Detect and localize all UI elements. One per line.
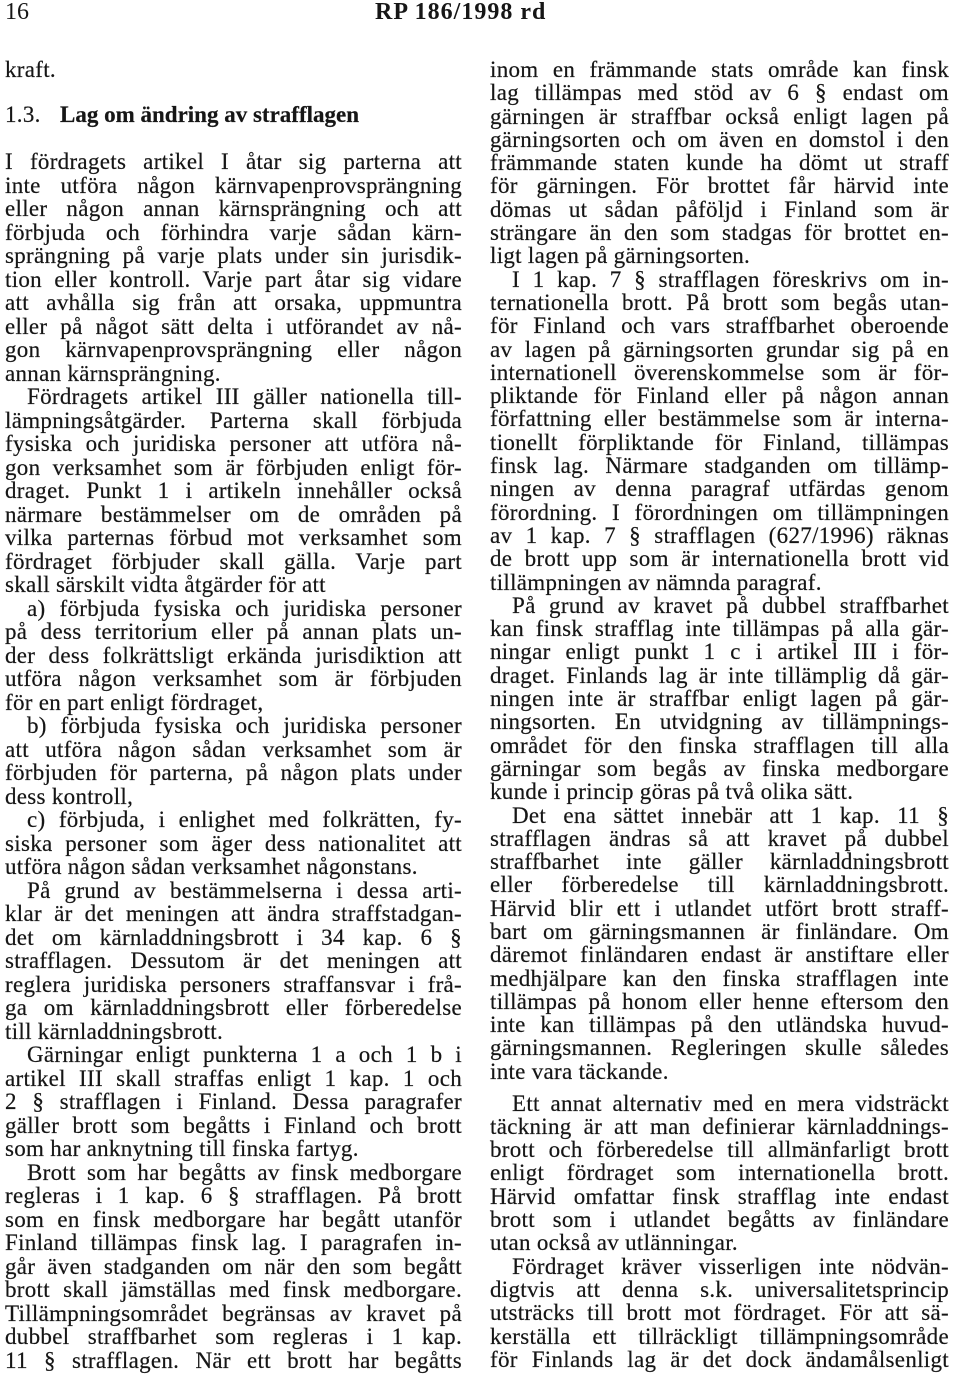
text-line: sprängning på varje plats under sin jurisdik-: [5, 243, 462, 268]
text-line: som en finsk medborgare har begått utanför: [5, 1206, 462, 1232]
text-line: 11 § strafflagen. När ett brott har begåtts: [5, 1347, 462, 1373]
text-line: skall särskilt vidta åtgärder för att: [5, 572, 326, 597]
text-line: brott som i utlandet begåtts av finländare: [490, 1207, 949, 1233]
text-line: ligt lagen på gärningsorten.: [490, 243, 751, 269]
paragraph: [490, 268, 949, 594]
paragraph: [490, 1255, 949, 1371]
text-line: pliktande för Finland eller på någon annan: [490, 383, 949, 409]
text-line: Fördraget kräver visserligen inte nödvän-: [512, 1253, 949, 1279]
text-line: straffbarhet inte gäller kärnladdningsbrott: [490, 849, 949, 875]
text-line: tillämpas på honom eller henne eftersom den: [490, 988, 949, 1014]
text-line: fysiska och juridiska personer att utföra nå-: [5, 431, 462, 456]
text-line: brott och förberedelse till allmänfarligt brott: [490, 1137, 949, 1163]
text-line: På grund av bestämmelserna i dessa arti-: [27, 877, 462, 903]
paragraph: [5, 808, 462, 879]
text-line: strafflagen ändras så att kravet på dubbel: [490, 825, 949, 851]
text-line: det om kärnladdningsbrott i 34 kap. 6 §: [5, 924, 462, 950]
text-line: reglera juridiska personers straffansvar i frå-: [5, 971, 462, 997]
text-line: förordning. I förordningen om tillämpningen: [490, 499, 949, 525]
text-line: ningen av denna paragraf utfärdas genom: [490, 476, 949, 502]
text-line: lag tillämpas med stöd av 6 § endast om: [490, 80, 949, 106]
text-line: utsträcks till brott mot fördraget. För att sä-: [490, 1300, 949, 1326]
section-number: 1.3.: [5, 102, 41, 127]
text-line: annan kärnsprängning.: [5, 360, 221, 386]
text-line: gärningsorten och om även en domstol i den: [490, 126, 949, 152]
text-line: internationell överenskommelse som är för-: [490, 359, 949, 385]
text-line: finsk lag. Närmare stadganden om tillämp-: [490, 453, 949, 479]
text-line: förbjuden för parterna, på någon plats under: [5, 760, 462, 785]
text-line: lämpningsåtgärder. Parterna skall förbjuda: [5, 407, 462, 433]
text-line: tillämpningen av nämnda paragraf.: [490, 569, 822, 595]
paragraph: [490, 594, 949, 804]
text-line: kan finsk strafflag inte tillämpas på alla gär-: [490, 616, 949, 642]
text-line: c) förbjuda, i enlighet med folkrätten, fy-: [27, 807, 462, 832]
page-number: 16: [5, 0, 29, 25]
text-line: tionellt förpliktande för Finland, tillämpas: [490, 429, 949, 455]
paragraph: [5, 58, 462, 82]
text-line: Finland tillämpas finsk lag. I paragrafen in-: [5, 1230, 462, 1255]
paragraph: [5, 879, 462, 1044]
text-line: utan också av utlänningar.: [490, 1230, 738, 1256]
text-line: 2 § strafflagen i Finland. Dessa paragrafer: [5, 1089, 462, 1114]
text-line: för gärningen. För brottet får härvid inte: [490, 173, 949, 199]
text-line: går även stadganden om när den som begått: [5, 1253, 462, 1279]
text-line: Brott som har begåtts av finsk medborgare: [27, 1159, 462, 1185]
text-line: inte kan tillämpas på den utländska huvud-: [490, 1012, 949, 1038]
text-line: Fördragets artikel III gäller nationella till-: [27, 384, 462, 409]
text-line: eller förberedelse till kärnladdningsbrott.: [490, 872, 949, 898]
text-line: I fördragets artikel I åtar sig parterna att: [5, 149, 462, 174]
text-line: a) förbjuda fysiska och juridiska personer: [27, 595, 462, 621]
document-id: RP 186/1998 rd: [375, 0, 547, 25]
text-line: utföra någon verksamhet som är förbjuden: [5, 666, 462, 691]
text-line: för Finland och vars straffbarhet oberoende: [490, 313, 949, 339]
text-line: draget. Punkt 1 i artikeln innehåller också: [5, 478, 462, 503]
text-line: artikel III skall straffas enligt 1 kap. 1 och: [5, 1065, 462, 1091]
text-line: dubbel straffbarhet som regleras i 1 kap.: [5, 1324, 462, 1349]
text-line: siska personer som äger dess nationalitet att: [5, 830, 462, 856]
text-line: Härvid blir ett i utlandet utfört brott straff-: [490, 895, 949, 921]
text-line: som har anknytning till finska fartyg.: [5, 1136, 359, 1161]
paragraph: [5, 1043, 462, 1161]
text-line: däremot finländaren endast är anstiftare eller: [490, 942, 949, 968]
text-line: till kärnladdningsbrott.: [5, 1018, 224, 1044]
text-line: kraft.: [5, 57, 56, 82]
text-line: medhjälpare kan den finska strafflagen inte: [490, 965, 949, 991]
text-line: regleras i 1 kap. 6 § strafflagen. På brott: [5, 1183, 462, 1208]
text-line: ternationella brott. På brott som begås utan-: [490, 289, 949, 315]
text-line: Tillämpningsområdet begränsas av kravet på: [5, 1300, 462, 1326]
text-line: På grund av kravet på dubbel straffbarhet: [512, 592, 949, 618]
text-line: eller någon annan kärnsprängning och att: [5, 196, 462, 221]
text-line: dess kontroll,: [5, 783, 134, 809]
text-line: gärningsmannen. Regleringen skulle således: [490, 1035, 949, 1061]
left-column-lead-text: [5, 58, 462, 82]
paragraph: [5, 714, 462, 808]
text-line: av 1 kap. 7 § strafflagen (627/1996) räknas: [490, 522, 949, 548]
paragraph: [490, 1092, 949, 1255]
text-line: brott skall jämställas med finsk medborgare.: [5, 1277, 462, 1302]
text-line: enligt fördraget som internationella brott.: [490, 1160, 949, 1186]
text-line: för en part enligt fördraget,: [5, 689, 264, 715]
text-line: Härvid omfattar finsk strafflag inte endast: [490, 1183, 949, 1209]
text-line: förbjuda och förhindra varje sådan kärn-: [5, 219, 462, 245]
text-line: området för den finska strafflagen till alla: [490, 732, 949, 758]
right-column-body: [490, 58, 949, 1371]
text-line: b) förbjuda fysiska och juridiska personer: [27, 713, 462, 738]
text-line: ningsorten. En utvidgning av tillämpnings-: [490, 709, 949, 735]
text-line: strängare än den som stadgas för brottet en-: [490, 220, 949, 246]
text-line: inte vara täckande.: [490, 1058, 669, 1084]
text-line: ningar enligt punkt 1 c i artikel III i för-: [490, 639, 949, 665]
text-line: inom en främmande stats område kan finsk: [490, 57, 949, 82]
text-line: draget. Finlands lag är inte tillämplig då gär-: [490, 662, 949, 688]
text-line: bart om gärningsmannen är finländare. Om: [490, 918, 949, 944]
text-line: inte utföra någon kärnvapenprovsprängning: [5, 172, 462, 198]
left-column-body: [5, 150, 462, 1372]
text-line: dömas ut sådan påföljd i Finland som är: [490, 196, 949, 222]
text-line: klar är det meningen att ändra straffstadgan-: [5, 901, 462, 926]
text-line: der dess folkrättsligt erkända jurisdiktion att: [5, 642, 462, 668]
text-line: att avhålla sig från att orsaka, uppmuntra: [5, 290, 462, 315]
text-line: närmare bestämmelser om de områden på: [5, 501, 462, 527]
text-line: för Finlands lag är det dock ändamålsenligt: [490, 1346, 949, 1372]
text-line: gärningen är straffbar också enligt lagen på: [490, 103, 949, 129]
text-line: Gärningar enligt punkterna 1 a och 1 b i: [27, 1042, 462, 1067]
text-line: eller på något sätt delta i utförandet av nå-: [5, 313, 462, 339]
text-line: ningen inte är straffbar enligt lagen på gär-: [490, 686, 949, 712]
paragraph: [5, 385, 462, 597]
text-line: ga om kärnladdningsbrott eller förberedelse: [5, 995, 462, 1020]
text-line: kunde i princip göras på två olika sätt.: [490, 779, 854, 805]
section-title: Lag om ändring av strafflagen: [60, 102, 359, 127]
text-line: gon verksamhet som är förbjuden enligt för-: [5, 454, 462, 480]
text-line: utföra någon sådan verksamhet någonstans.: [5, 854, 418, 879]
text-line: gon kärnvapenprovsprängning eller någon: [5, 337, 462, 362]
text-line: att utföra någon sådan verksamhet som är: [5, 736, 462, 762]
text-line: tion eller kontroll. Varje part åtar sig vidare: [5, 266, 462, 292]
text-line: täckning är att man definierar kärnladdnings-: [490, 1113, 949, 1139]
paragraph: [490, 804, 949, 1084]
text-line: Det ena sättet innebär att 1 kap. 11 §: [512, 802, 949, 828]
left-column: [5, 58, 462, 1372]
text-line: strafflagen. Dessutom är det meningen att: [5, 948, 462, 973]
text-line: digtvis att denna s.k. universalitetsprincip: [490, 1276, 949, 1302]
text-line: på dess territorium eller på annan plats un-: [5, 619, 462, 644]
text-line: främmande staten kunde ha dömt ut straff: [490, 150, 949, 176]
text-line: vilka parternas förbud mot verksamhet som: [5, 525, 462, 550]
text-line: av lagen på gärningsorten grundar sig på en: [490, 336, 949, 362]
text-line: I 1 kap. 7 § strafflagen föreskrivs om in-: [512, 266, 949, 292]
text-line: gäller brott som begåtts i Finland och brott: [5, 1112, 462, 1138]
text-line: de brott upp som är internationella brott vid: [490, 546, 949, 572]
text-line: Ett annat alternativ med en mera vidsträckt: [512, 1090, 949, 1116]
right-column: [490, 58, 949, 1371]
paragraph: [5, 597, 462, 715]
text-line: kerställa ett tillräckligt tillämpningsområde: [490, 1323, 949, 1349]
text-line: fördraget förbjuder skall gälla. Varje part: [5, 548, 462, 574]
paragraph: [490, 58, 949, 268]
text-line: författning eller bestämmelse som är interna-: [490, 406, 949, 432]
section-heading: [5, 103, 462, 127]
paragraph: [5, 150, 462, 385]
paragraph: [5, 1161, 462, 1373]
text-line: gärningar som begås av finska medborgare: [490, 755, 949, 781]
